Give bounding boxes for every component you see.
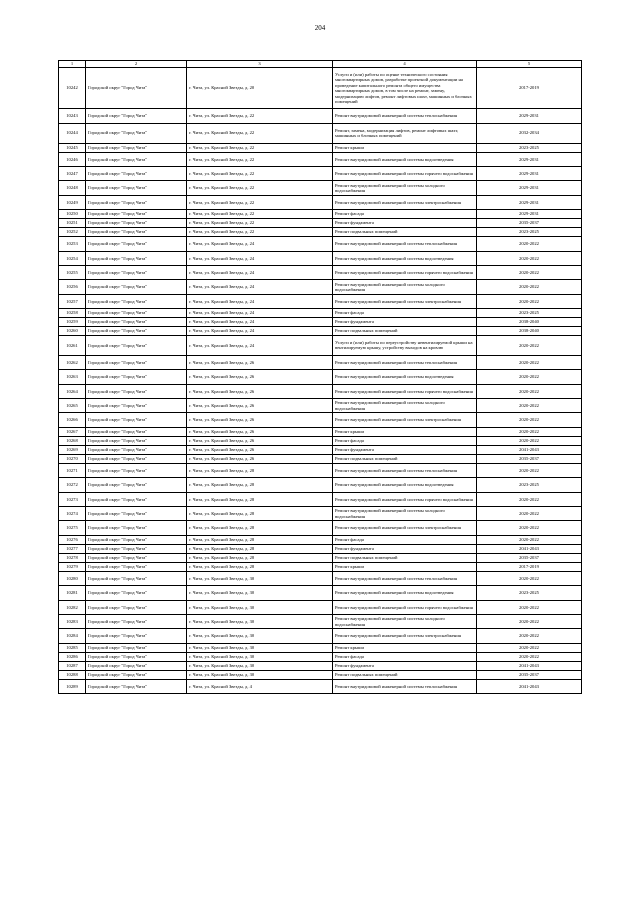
table-row (59, 251, 582, 265)
period-cell: 2023-2025 (477, 143, 582, 152)
work-type-cell: Услуги и (или) работы по переустройству невентилируемой крыши на вентилируемую крышу, устройству выходов на кровлю (333, 336, 477, 356)
table-row (59, 436, 582, 445)
table-row (59, 309, 582, 318)
work-type-cell: Ремонт фундамента (333, 544, 477, 553)
row-number-cell: 10271 (59, 463, 86, 477)
address-cell: г. Чита, ул. Красной Звезды, д. 28 (187, 463, 333, 477)
address-cell: г. Чита, ул. Красной Звезды, д. 24 (187, 336, 333, 356)
work-type-cell: Ремонт внутридомовой инженерной системы холодного водоснабжения (333, 181, 477, 195)
address-cell: г. Чита, ул. Красной Звезды, д. 28 (187, 521, 333, 535)
row-number-cell: 10284 (59, 629, 86, 643)
header-cell: 4 (333, 61, 477, 68)
row-number-cell: 10248 (59, 181, 86, 195)
table-row (59, 336, 582, 356)
municipality-cell: Городской округ "Город Чита" (86, 553, 187, 562)
municipality-cell: Городской округ "Город Чита" (86, 370, 187, 384)
row-number-cell: 10283 (59, 614, 86, 628)
row-number-cell: 10285 (59, 643, 86, 652)
municipality-cell: Городской округ "Город Чита" (86, 436, 187, 445)
work-type-cell: Ремонт крыши (333, 643, 477, 652)
table-row (59, 600, 582, 614)
period-cell: 2017-2019 (477, 68, 582, 109)
work-type-cell: Ремонт внутридомовой инженерной системы горячего водоснабжения (333, 492, 477, 506)
address-cell: г. Чита, ул. Красной Звезды, д. 22 (187, 181, 333, 195)
row-number-cell: 10246 (59, 152, 86, 166)
municipality-cell: Городской округ "Город Чита" (86, 535, 187, 544)
work-type-cell: Ремонт фасада (333, 210, 477, 219)
row-number-cell: 10253 (59, 237, 86, 251)
row-number-cell: 10275 (59, 521, 86, 535)
table-row (59, 143, 582, 152)
table-row (59, 294, 582, 308)
table-row (59, 507, 582, 521)
municipality-cell: Городской округ "Город Чита" (86, 265, 187, 279)
municipality-cell: Городской округ "Город Чита" (86, 413, 187, 427)
municipality-cell: Городской округ "Город Чита" (86, 463, 187, 477)
address-cell: г. Чита, ул. Красной Звезды, д. 26 (187, 370, 333, 384)
period-cell: 2020-2022 (477, 384, 582, 398)
work-type-cell: Ремонт подвальных помещений (333, 670, 477, 679)
work-type-cell: Ремонт внутридомовой инженерной системы холодного водоснабжения (333, 280, 477, 294)
address-cell: г. Чита, ул. Красной Звезды, д. 22 (187, 109, 333, 123)
municipality-cell: Городской округ "Город Чита" (86, 600, 187, 614)
period-cell: 2020-2022 (477, 265, 582, 279)
address-cell: г. Чита, ул. Красной Звезды, д. 24 (187, 327, 333, 336)
row-number-cell: 10263 (59, 370, 86, 384)
period-cell: 2020-2022 (477, 294, 582, 308)
table-row (59, 152, 582, 166)
period-cell: 2020-2022 (477, 507, 582, 521)
period-cell: 2041-2043 (477, 679, 582, 693)
table-row (59, 327, 582, 336)
header-row (59, 61, 582, 68)
table-row (59, 661, 582, 670)
municipality-cell: Городской округ "Город Чита" (86, 123, 187, 143)
address-cell: г. Чита, ул. Красной Звезды, д. 24 (187, 251, 333, 265)
row-number-cell: 10268 (59, 436, 86, 445)
address-cell: г. Чита, ул. Красной Звезды, д. 30 (187, 600, 333, 614)
period-cell: 2020-2022 (477, 652, 582, 661)
address-cell: г. Чита, ул. Красной Звезды, д. 26 (187, 384, 333, 398)
work-type-cell: Ремонт подвальных помещений (333, 454, 477, 463)
municipality-cell: Городской округ "Город Чита" (86, 670, 187, 679)
work-type-cell: Ремонт внутридомовой инженерной системы горячего водоснабжения (333, 600, 477, 614)
address-cell: г. Чита, ул. Красной Звезды, д. 24 (187, 309, 333, 318)
work-type-cell: Ремонт внутридомовой инженерной системы теплоснабжения (333, 355, 477, 369)
row-number-cell: 10257 (59, 294, 86, 308)
period-cell: 2041-2043 (477, 661, 582, 670)
municipality-cell: Городской округ "Город Чита" (86, 562, 187, 571)
table-row (59, 181, 582, 195)
municipality-cell: Городской округ "Город Чита" (86, 219, 187, 228)
municipality-cell: Городской округ "Город Чита" (86, 355, 187, 369)
row-number-cell: 10266 (59, 413, 86, 427)
period-cell: 2032-2034 (477, 123, 582, 143)
row-number-cell: 10260 (59, 327, 86, 336)
period-cell: 2020-2022 (477, 463, 582, 477)
municipality-cell: Городской округ "Город Чита" (86, 586, 187, 600)
period-cell: 2038-2040 (477, 318, 582, 327)
period-cell: 2029-2031 (477, 152, 582, 166)
work-type-cell: Ремонт, замена, модернизация лифтов, ремонт лифтовых шахт, машинных и блочных помещений (333, 123, 477, 143)
municipality-cell: Городской округ "Город Чита" (86, 384, 187, 398)
table-row (59, 210, 582, 219)
period-cell: 2020-2022 (477, 436, 582, 445)
row-number-cell: 10259 (59, 318, 86, 327)
period-cell: 2041-2043 (477, 445, 582, 454)
municipality-cell: Городской округ "Город Чита" (86, 143, 187, 152)
address-cell: г. Чита, ул. Красной Звезды, д. 30 (187, 661, 333, 670)
work-type-cell: Ремонт внутридомовой инженерной системы теплоснабжения (333, 237, 477, 251)
municipality-cell: Городской округ "Город Чита" (86, 195, 187, 209)
row-number-cell: 10289 (59, 679, 86, 693)
row-number-cell: 10252 (59, 228, 86, 237)
row-number-cell: 10286 (59, 652, 86, 661)
table-row (59, 614, 582, 628)
address-cell: г. Чита, ул. Красной Звезды, д. 28 (187, 562, 333, 571)
row-number-cell: 10258 (59, 309, 86, 318)
work-type-cell: Ремонт внутридомовой инженерной системы горячего водоснабжения (333, 265, 477, 279)
work-type-cell: Ремонт внутридомовой инженерной системы водоотведения (333, 152, 477, 166)
table-row (59, 562, 582, 571)
table-row (59, 679, 582, 693)
table-row (59, 219, 582, 228)
table-row (59, 454, 582, 463)
row-number-cell: 10245 (59, 143, 86, 152)
table-row (59, 228, 582, 237)
period-cell: 2020-2022 (477, 355, 582, 369)
work-type-cell: Ремонт фундамента (333, 661, 477, 670)
work-type-cell: Услуги и (или) работы по оценке технического состояния многоквартирных домов, разработке проектной документации на проведение капитального ремонта общего имущества многоквартирных домов, в том числе на ремонт, замену, модернизацию лифтов, ремонт лифтовых шахт, машинных и блочных помещений (333, 68, 477, 109)
work-type-cell: Ремонт внутридомовой инженерной системы электроснабжения (333, 413, 477, 427)
municipality-cell: Городской округ "Город Чита" (86, 679, 187, 693)
table-row (59, 652, 582, 661)
address-cell: г. Чита, ул. Красной Звезды, д. 26 (187, 427, 333, 436)
work-type-cell: Ремонт подвальных помещений (333, 228, 477, 237)
municipality-cell: Городской округ "Город Чита" (86, 318, 187, 327)
work-type-cell: Ремонт внутридомовой инженерной системы электроснабжения (333, 629, 477, 643)
row-number-cell: 10255 (59, 265, 86, 279)
table-row (59, 586, 582, 600)
period-cell: 2020-2022 (477, 571, 582, 585)
capital-repair-table (58, 60, 582, 694)
row-number-cell: 10249 (59, 195, 86, 209)
table-row (59, 427, 582, 436)
address-cell: г. Чита, ул. Красной Звезды, д. 30 (187, 643, 333, 652)
address-cell: г. Чита, ул. Красной Звезды, д. 22 (187, 123, 333, 143)
work-type-cell: Ремонт внутридомовой инженерной системы водоотведения (333, 370, 477, 384)
address-cell: г. Чита, ул. Красной Звезды, д. 28 (187, 535, 333, 544)
municipality-cell: Городской округ "Город Чита" (86, 294, 187, 308)
municipality-cell: Городской округ "Город Чита" (86, 280, 187, 294)
municipality-cell: Городской округ "Город Чита" (86, 181, 187, 195)
work-type-cell: Ремонт внутридомовой инженерной системы водоотведения (333, 478, 477, 492)
address-cell: г. Чита, ул. Красной Звезды, д. 26 (187, 355, 333, 369)
address-cell: г. Чита, ул. Красной Звезды, д. 30 (187, 614, 333, 628)
period-cell: 2035-2037 (477, 454, 582, 463)
header-cell: 3 (187, 61, 333, 68)
table-row (59, 399, 582, 413)
municipality-cell: Городской округ "Город Чита" (86, 454, 187, 463)
row-number-cell: 10281 (59, 586, 86, 600)
period-cell: 2020-2022 (477, 600, 582, 614)
work-type-cell: Ремонт крыши (333, 143, 477, 152)
work-type-cell: Ремонт фундамента (333, 445, 477, 454)
period-cell: 2020-2022 (477, 280, 582, 294)
table-row (59, 384, 582, 398)
work-type-cell: Ремонт подвальных помещений (333, 553, 477, 562)
table-row (59, 195, 582, 209)
work-type-cell: Ремонт внутридомовой инженерной системы электроснабжения (333, 521, 477, 535)
period-cell: 2020-2022 (477, 336, 582, 356)
header-cell: 1 (59, 61, 86, 68)
municipality-cell: Городской округ "Город Чита" (86, 643, 187, 652)
address-cell: г. Чита, ул. Красной Звезды, д. 22 (187, 166, 333, 180)
address-cell: г. Чита, ул. Красной Звезды, д. 30 (187, 586, 333, 600)
period-cell: 2023-2025 (477, 309, 582, 318)
period-cell: 2029-2031 (477, 109, 582, 123)
table-row (59, 237, 582, 251)
work-type-cell: Ремонт фасада (333, 436, 477, 445)
table-row (59, 521, 582, 535)
municipality-cell: Городской округ "Город Чита" (86, 544, 187, 553)
work-type-cell: Ремонт внутридомовой инженерной системы горячего водоснабжения (333, 384, 477, 398)
period-cell: 2020-2022 (477, 492, 582, 506)
work-type-cell: Ремонт крыши (333, 562, 477, 571)
row-number-cell: 10272 (59, 478, 86, 492)
address-cell: г. Чита, ул. Красной Звезды, д. 30 (187, 652, 333, 661)
row-number-cell: 10251 (59, 219, 86, 228)
municipality-cell: Городской округ "Город Чита" (86, 478, 187, 492)
work-type-cell: Ремонт внутридомовой инженерной системы электроснабжения (333, 294, 477, 308)
address-cell: г. Чита, ул. Красной Звезды, д. 28 (187, 492, 333, 506)
period-cell: 2020-2022 (477, 614, 582, 628)
address-cell: г. Чита, ул. Красной Звезды, д. 22 (187, 228, 333, 237)
table-row (59, 553, 582, 562)
work-type-cell: Ремонт внутридомовой инженерной системы теплоснабжения (333, 109, 477, 123)
row-number-cell: 10276 (59, 535, 86, 544)
municipality-cell: Городской округ "Город Чита" (86, 571, 187, 585)
table-row (59, 571, 582, 585)
municipality-cell: Городской округ "Город Чита" (86, 427, 187, 436)
municipality-cell: Городской округ "Город Чита" (86, 68, 187, 109)
period-cell: 2035-2037 (477, 219, 582, 228)
municipality-cell: Городской округ "Город Чита" (86, 327, 187, 336)
table-row (59, 68, 582, 109)
row-number-cell: 10247 (59, 166, 86, 180)
municipality-cell: Городской округ "Город Чита" (86, 492, 187, 506)
address-cell: г. Чита, ул. Красной Звезды, д. 28 (187, 507, 333, 521)
municipality-cell: Городской округ "Город Чита" (86, 251, 187, 265)
table-row (59, 318, 582, 327)
row-number-cell: 10262 (59, 355, 86, 369)
address-cell: г. Чита, ул. Красной Звезды, д. 30 (187, 571, 333, 585)
address-cell: г. Чита, ул. Красной Звезды, д. 24 (187, 265, 333, 279)
table-row (59, 463, 582, 477)
row-number-cell: 10288 (59, 670, 86, 679)
work-type-cell: Ремонт крыши (333, 427, 477, 436)
address-cell: г. Чита, ул. Красной Звезды, д. 30 (187, 670, 333, 679)
header-cell: 2 (86, 61, 187, 68)
work-type-cell: Ремонт внутридомовой инженерной системы холодного водоснабжения (333, 399, 477, 413)
table-row (59, 355, 582, 369)
table-row (59, 166, 582, 180)
table-row (59, 478, 582, 492)
period-cell: 2020-2022 (477, 251, 582, 265)
work-type-cell: Ремонт подвальных помещений (333, 327, 477, 336)
table-row (59, 544, 582, 553)
period-cell: 2029-2031 (477, 195, 582, 209)
row-number-cell: 10254 (59, 251, 86, 265)
row-number-cell: 10279 (59, 562, 86, 571)
period-cell: 2020-2022 (477, 399, 582, 413)
address-cell: г. Чита, ул. Красной Звезды, д. 26 (187, 399, 333, 413)
address-cell: г. Чита, ул. Красной Звезды, д. 24 (187, 237, 333, 251)
row-number-cell: 10277 (59, 544, 86, 553)
address-cell: г. Чита, ул. Красной Звезды, д. 26 (187, 445, 333, 454)
period-cell: 2020-2022 (477, 427, 582, 436)
address-cell: г. Чита, ул. Красной Звезды, д. 30 (187, 629, 333, 643)
work-type-cell: Ремонт фундамента (333, 219, 477, 228)
address-cell: г. Чита, ул. Красной Звезды, д. 22 (187, 219, 333, 228)
address-cell: г. Чита, ул. Красной Звезды, д. 28 (187, 478, 333, 492)
municipality-cell: Городской округ "Город Чита" (86, 445, 187, 454)
work-type-cell: Ремонт внутридомовой инженерной системы горячего водоснабжения (333, 166, 477, 180)
address-cell: г. Чита, ул. Красной Звезды, д. 26 (187, 436, 333, 445)
period-cell: 2023-2025 (477, 478, 582, 492)
address-cell: г. Чита, ул. Красной Звезды, д. 26 (187, 413, 333, 427)
period-cell: 2023-2025 (477, 228, 582, 237)
row-number-cell: 10280 (59, 571, 86, 585)
address-cell: г. Чита, ул. Красной Звезды, д. 22 (187, 152, 333, 166)
period-cell: 2029-2031 (477, 166, 582, 180)
table-row (59, 109, 582, 123)
row-number-cell: 10270 (59, 454, 86, 463)
municipality-cell: Городской округ "Город Чита" (86, 237, 187, 251)
address-cell: г. Чита, ул. Красной Звезды, д. 22 (187, 195, 333, 209)
page-number: 204 (314, 24, 326, 32)
table-row (59, 445, 582, 454)
period-cell: 2020-2022 (477, 629, 582, 643)
municipality-cell: Городской округ "Город Чита" (86, 152, 187, 166)
period-cell: 2023-2025 (477, 586, 582, 600)
municipality-cell: Городской округ "Город Чита" (86, 661, 187, 670)
address-cell: г. Чита, ул. Красной Звезды, д. 20 (187, 68, 333, 109)
row-number-cell: 10264 (59, 384, 86, 398)
period-cell: 2020-2022 (477, 521, 582, 535)
work-type-cell: Ремонт внутридомовой инженерной системы водоотведения (333, 586, 477, 600)
municipality-cell: Городской округ "Город Чита" (86, 336, 187, 356)
row-number-cell: 10273 (59, 492, 86, 506)
work-type-cell: Ремонт фасада (333, 309, 477, 318)
municipality-cell: Городской округ "Город Чита" (86, 521, 187, 535)
table-row (59, 629, 582, 643)
period-cell: 2035-2037 (477, 670, 582, 679)
period-cell: 2035-2037 (477, 553, 582, 562)
period-cell: 2029-2031 (477, 210, 582, 219)
address-cell: г. Чита, ул. Красной Звезды, д. 24 (187, 318, 333, 327)
work-type-cell: Ремонт внутридомовой инженерной системы холодного водоснабжения (333, 614, 477, 628)
row-number-cell: 10282 (59, 600, 86, 614)
table-row (59, 670, 582, 679)
row-number-cell: 10265 (59, 399, 86, 413)
municipality-cell: Городской округ "Город Чита" (86, 614, 187, 628)
period-cell: 2038-2040 (477, 327, 582, 336)
municipality-cell: Городской округ "Город Чита" (86, 399, 187, 413)
address-cell: г. Чита, ул. Красной Звезды, д. 24 (187, 294, 333, 308)
municipality-cell: Городской округ "Город Чита" (86, 210, 187, 219)
table-row (59, 643, 582, 652)
period-cell: 2041-2043 (477, 544, 582, 553)
work-type-cell: Ремонт внутридомовой инженерной системы теплоснабжения (333, 679, 477, 693)
address-cell: г. Чита, ул. Красной Звезды, д. 4 (187, 679, 333, 693)
municipality-cell: Городской округ "Город Чита" (86, 507, 187, 521)
row-number-cell: 10242 (59, 68, 86, 109)
period-cell: 2020-2022 (477, 413, 582, 427)
municipality-cell: Городской округ "Город Чита" (86, 166, 187, 180)
table-row (59, 280, 582, 294)
address-cell: г. Чита, ул. Красной Звезды, д. 28 (187, 553, 333, 562)
work-type-cell: Ремонт внутридомовой инженерной системы водоотведения (333, 251, 477, 265)
work-type-cell: Ремонт внутридомовой инженерной системы холодного водоснабжения (333, 507, 477, 521)
row-number-cell: 10261 (59, 336, 86, 356)
row-number-cell: 10278 (59, 553, 86, 562)
table-row (59, 413, 582, 427)
row-number-cell: 10243 (59, 109, 86, 123)
row-number-cell: 10287 (59, 661, 86, 670)
work-type-cell: Ремонт внутридомовой инженерной системы теплоснабжения (333, 463, 477, 477)
municipality-cell: Городской округ "Город Чита" (86, 109, 187, 123)
row-number-cell: 10269 (59, 445, 86, 454)
address-cell: г. Чита, ул. Красной Звезды, д. 26 (187, 454, 333, 463)
work-type-cell: Ремонт внутридомовой инженерной системы теплоснабжения (333, 571, 477, 585)
work-type-cell: Ремонт внутридомовой инженерной системы электроснабжения (333, 195, 477, 209)
table-row (59, 265, 582, 279)
work-type-cell: Ремонт фасада (333, 535, 477, 544)
row-number-cell: 10244 (59, 123, 86, 143)
period-cell: 2017-2019 (477, 562, 582, 571)
period-cell: 2020-2022 (477, 370, 582, 384)
row-number-cell: 10250 (59, 210, 86, 219)
address-cell: г. Чита, ул. Красной Звезды, д. 24 (187, 280, 333, 294)
row-number-cell: 10274 (59, 507, 86, 521)
period-cell: 2029-2031 (477, 181, 582, 195)
municipality-cell: Городской округ "Город Чита" (86, 228, 187, 237)
period-cell: 2020-2022 (477, 237, 582, 251)
municipality-cell: Городской округ "Город Чита" (86, 652, 187, 661)
address-cell: г. Чита, ул. Красной Звезды, д. 28 (187, 544, 333, 553)
address-cell: г. Чита, ул. Красной Звезды, д. 22 (187, 143, 333, 152)
municipality-cell: Городской округ "Город Чита" (86, 309, 187, 318)
row-number-cell: 10256 (59, 280, 86, 294)
period-cell: 2020-2022 (477, 643, 582, 652)
municipality-cell: Городской округ "Город Чита" (86, 629, 187, 643)
period-cell: 2020-2022 (477, 535, 582, 544)
table-row (59, 535, 582, 544)
table-row (59, 370, 582, 384)
address-cell: г. Чита, ул. Красной Звезды, д. 22 (187, 210, 333, 219)
row-number-cell: 10267 (59, 427, 86, 436)
table-row (59, 123, 582, 143)
table-row (59, 492, 582, 506)
work-type-cell: Ремонт фундамента (333, 318, 477, 327)
work-type-cell: Ремонт фасада (333, 652, 477, 661)
header-cell: 5 (477, 61, 582, 68)
